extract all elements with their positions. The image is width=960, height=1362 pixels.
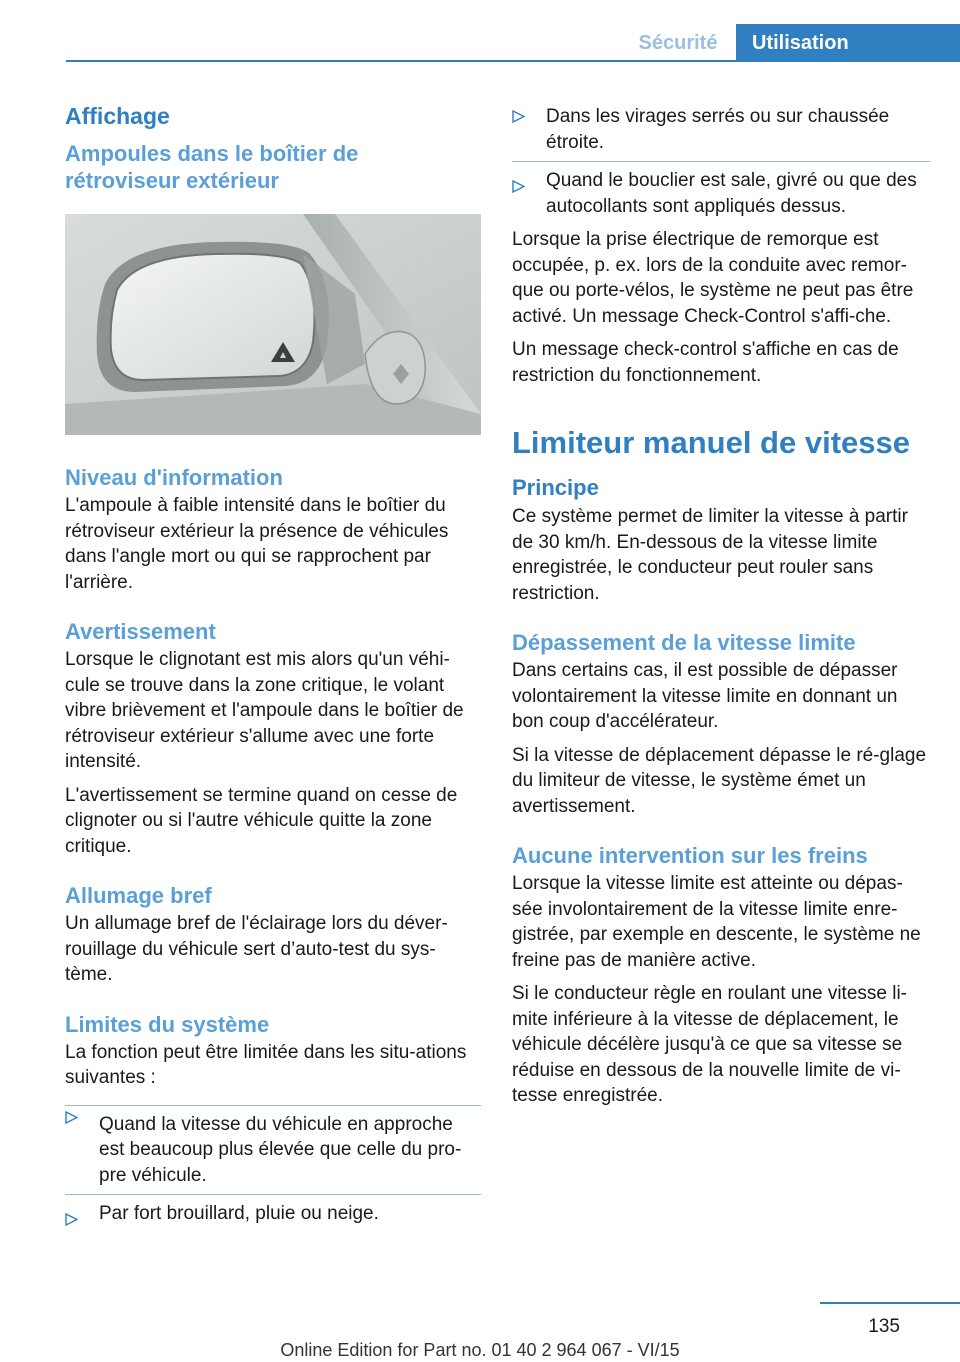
- text-principe: Ce système permet de limiter la vitesse à partir de 30 km/h. En-dessous de la vitesse limite enregistrée, le conducteur peut rouler sans restriction.: [512, 506, 908, 604]
- triangle-bullet-icon: [512, 110, 525, 123]
- bullet-list-left: [65, 1105, 481, 1227]
- heading-aucune-intervention: Aucune intervention sur les freins: [512, 843, 868, 868]
- list-item: [512, 161, 930, 219]
- text-avertissement-1: Lorsque le clignotant est mis alors qu'un véhi-cule se trouve dans la zone critique, le volant vibre brièvement et l'ampoule dans le boîtier de rétroviseur extérieur s'allume avec une forte intensité.: [65, 649, 464, 772]
- online-edition-text: Online Edition for Part no. 01 40 2 964 067 - VI/15: [280, 1340, 680, 1360]
- list-item: [65, 1105, 481, 1189]
- footer-rule: [820, 1302, 960, 1304]
- bullet-text: Quand la vitesse du véhicule en approche est beaucoup plus élevée que celle du pro-pre véhicule.: [99, 1113, 462, 1186]
- list-item: [65, 1194, 481, 1227]
- text-remorque: Lorsque la prise électrique de remorque est occupée, p. ex. lors de la conduite avec remor-que ou porte-vélos, le système ne peut pas être activé. Un message Check-Control s'affi-che.: [512, 229, 914, 327]
- mirror-illustration: [65, 214, 481, 435]
- bullet-separator: [65, 1105, 481, 1106]
- text-depassement-1: Dans certains cas, il est possible de dépasser volontairement la vitesse limite en donnant un bon coup d'accélérateur.: [512, 660, 898, 732]
- text-avertissement-2: L'avertissement se termine quand on cesse de clignoter ou si l'autre véhicule quitte la zone critique.: [65, 784, 458, 857]
- heading-affichage: Affichage: [65, 103, 170, 129]
- text-niveau-information: L'ampoule à faible intensité dans le boîtier du rétroviseur extérieur la présence de véhicules dans l'angle mort ou qui se rapprochent par l'arrière.: [65, 495, 449, 593]
- bullet-text: Dans les virages serrés ou sur chaussée étroite.: [546, 106, 890, 153]
- tab-securite[interactable]: Sécurité: [638, 32, 718, 54]
- header-rule: [66, 60, 960, 62]
- text-check-control: Un message check-control s'affiche en cas de restriction du fonctionnement.: [512, 339, 899, 386]
- triangle-bullet-icon: [512, 180, 525, 193]
- triangle-bullet-icon: [65, 1213, 78, 1226]
- tab-utilisation[interactable]: Utilisation: [736, 24, 960, 62]
- heading-ampoules: Ampoules dans le boîtier de rétroviseur extérieur: [65, 141, 359, 193]
- bullet-separator: [65, 1194, 481, 1195]
- heading-principe: Principe: [512, 475, 599, 500]
- list-item: [512, 104, 930, 155]
- triangle-bullet-icon: [65, 1111, 78, 1124]
- text-aucune-intervention-2: Si le conducteur règle en roulant une vitesse li-mite inférieure à la vitesse de déplacement, le véhicule décélère jusqu'à ce que sa vitesse se réduise en dessous de la nouvelle limite de vi-tesse enregistrée.: [512, 983, 908, 1106]
- heading-limiteur-manuel: Limiteur manuel de vitesse: [512, 425, 910, 460]
- text-allumage-bref: Un allumage bref de l'éclairage lors du déver-rouillage du véhicule sert d’auto-test du sys-tème.: [65, 913, 448, 985]
- heading-depassement: Dépassement de la vitesse limite: [512, 630, 856, 655]
- bullet-list-right: [512, 104, 930, 219]
- heading-limites-systeme: Limites du système: [65, 1011, 270, 1037]
- text-aucune-intervention-1: Lorsque la vitesse limite est atteinte ou dépas-sée involontairement de la vitesse limite enre-gistrée, par exemple en descente, le système ne freine pas de manière active.: [512, 873, 921, 971]
- bullet-separator: [512, 161, 930, 162]
- bullet-text: Par fort brouillard, pluie ou neige.: [99, 1203, 379, 1224]
- side-mirror-image: [65, 214, 481, 435]
- text-depassement-2: Si la vitesse de déplacement dépasse le ré-glage du limiteur de vitesse, le système émet un avertissement.: [512, 744, 927, 817]
- heading-allumage-bref: Allumage bref: [65, 883, 212, 908]
- left-column: [65, 100, 481, 1227]
- page-number: 135: [868, 1316, 900, 1337]
- bullet-text: Quand le bouclier est sale, givré ou que des autocollants sont appliqués dessus.: [546, 170, 917, 217]
- text-limites-systeme: La fonction peut être limitée dans les situ-ations suivantes :: [65, 1041, 467, 1088]
- right-column: [512, 100, 930, 1109]
- heading-avertissement: Avertissement: [65, 619, 216, 644]
- heading-niveau-information: Niveau d'information: [65, 465, 283, 490]
